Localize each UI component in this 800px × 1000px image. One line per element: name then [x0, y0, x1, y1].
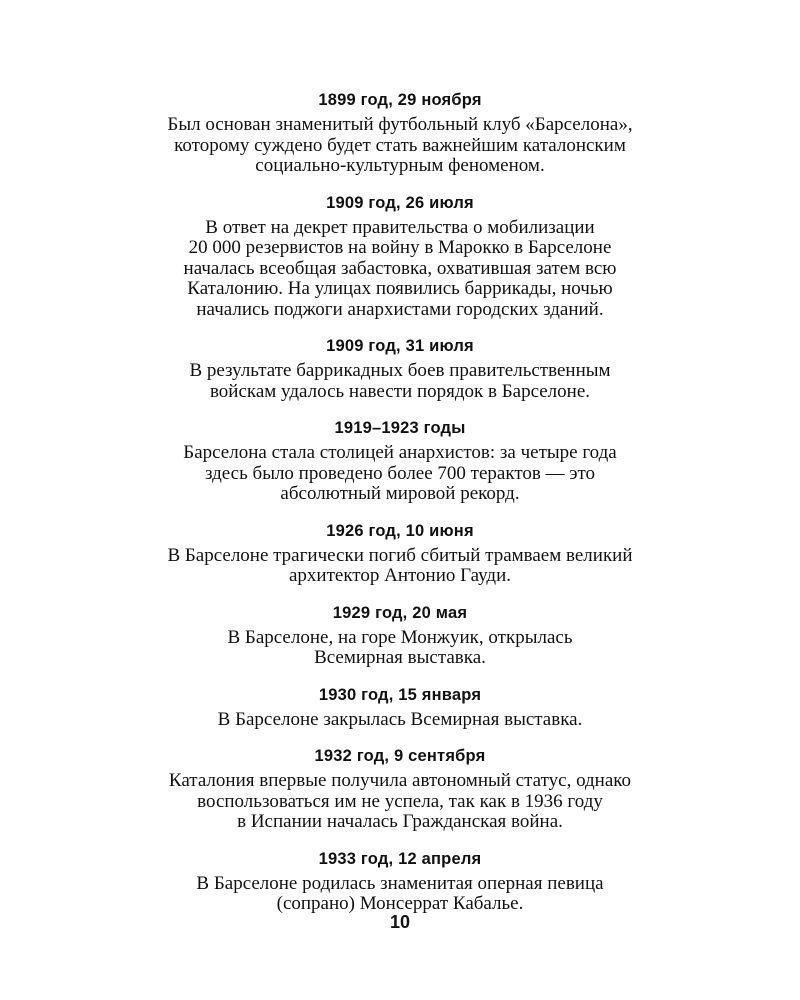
entry-description: [0, 628, 800, 669]
timeline-entry: [0, 603, 800, 669]
description-line: войскам удалось навести порядок в Барселоне.: [209, 380, 591, 402]
timeline-entry: [0, 746, 800, 833]
timeline-entry: [0, 193, 800, 321]
description-line: В Барселоне, на горе Монжуик, открылась: [227, 626, 573, 648]
timeline-entry: [0, 418, 800, 505]
entry-description: [0, 874, 800, 915]
description-line: Всемирная выставка.: [314, 647, 486, 668]
description-line: абсолютный мировой рекорд.: [280, 483, 520, 504]
timeline-entry: [0, 685, 800, 731]
entry-date-heading: 1926 год, 10 июня: [326, 521, 474, 540]
entry-date-heading: 1933 год, 12 апреля: [318, 849, 482, 868]
description-line: (сопрано) Монсеррат Кабалье.: [276, 893, 524, 914]
description-line: Был основан знаменитый футбольный клуб «Барселона»,: [167, 114, 633, 135]
description-line: здесь было проведено более 700 терактов — это: [204, 462, 596, 484]
description-line: начались поджоги анархистами городских зданий.: [196, 298, 604, 320]
description-line: В результате баррикадных боев правительственным: [189, 360, 611, 381]
description-line: воспользоваться им не успела, так как в 1936 году: [197, 790, 603, 812]
description-line: началась всеобщая забастовка, охватившая затем всю: [183, 257, 617, 279]
description-line: Барселона стала столицей анархистов: за четыре года: [183, 442, 617, 463]
entry-description: [0, 771, 800, 833]
entry-description: [0, 361, 800, 402]
entry-date-heading: 1899 год, 29 ноября: [318, 91, 482, 109]
entry-date-heading: 1930 год, 15 января: [318, 685, 482, 704]
entry-date-heading: 1929 год, 20 мая: [332, 603, 468, 622]
entry-date-heading: 1909 год, 26 июля: [326, 193, 474, 212]
timeline-entry: [0, 336, 800, 402]
timeline-page: [0, 90, 800, 931]
description-line: В Барселоне трагически погиб сбитый трамваем великий: [167, 544, 633, 566]
entry-description: [0, 546, 800, 587]
page-number: 10: [389, 912, 411, 932]
description-line: которому суждено будет стать важнейшим каталонским: [174, 134, 626, 156]
description-line: 20 000 резервистов на войну в Марокко в Барселоне: [188, 237, 612, 258]
description-line: В Барселоне закрылась Всемирная выставка.: [217, 708, 583, 730]
description-line: Каталония впервые получила автономный статус, однако: [168, 770, 632, 791]
entry-date-heading: 1919–1923 годы: [334, 419, 466, 437]
entry-date-heading: 1932 год, 9 сентября: [314, 747, 486, 765]
description-line: В Барселоне родилась знаменитая оперная певица: [196, 872, 604, 894]
description-line: в Испании началась Гражданская война.: [237, 811, 563, 832]
entry-description: [0, 443, 800, 505]
entry-description: [0, 710, 800, 731]
description-line: архитектор Антонио Гауди.: [288, 565, 512, 586]
description-line: социально-культурным феноменом.: [255, 155, 545, 176]
timeline-entry: [0, 849, 800, 915]
description-line: В ответ на декрет правительства о мобилизации: [205, 216, 595, 238]
entry-date-heading: 1909 год, 31 июля: [326, 337, 474, 355]
entry-description: [0, 218, 800, 321]
timeline-entry: [0, 521, 800, 587]
timeline-entry: [0, 90, 800, 177]
entry-description: [0, 115, 800, 177]
description-line: Каталонию. На улицах появились баррикады, ночью: [187, 278, 613, 299]
